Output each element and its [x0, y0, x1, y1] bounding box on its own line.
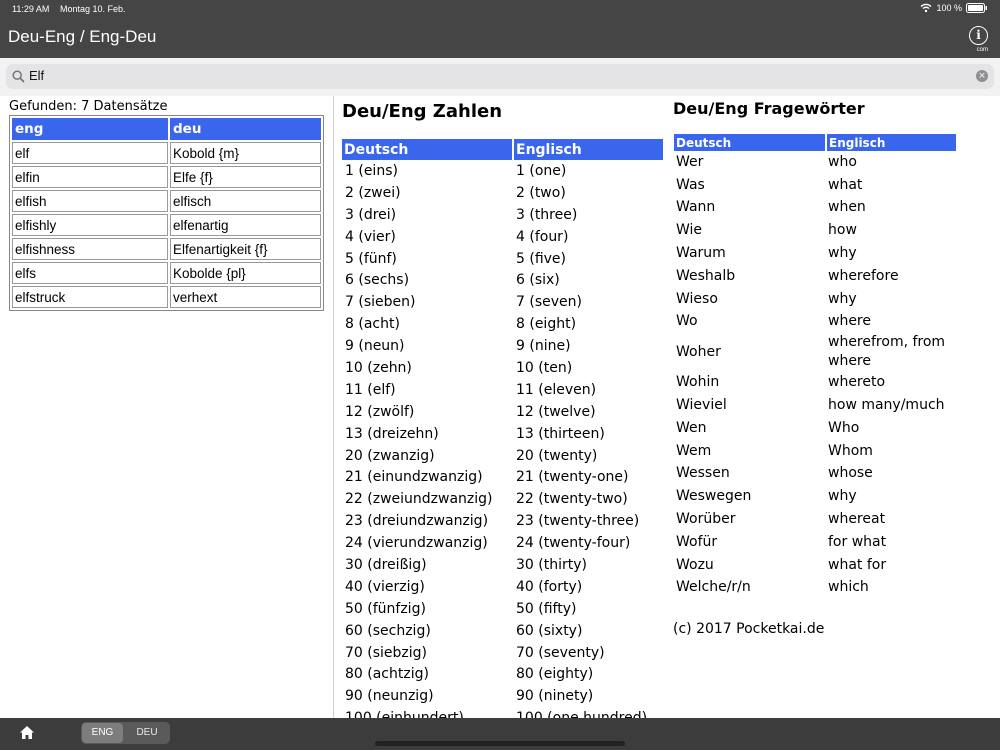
numbers-title: Deu/Eng Zahlen [342, 101, 503, 122]
clear-search-icon[interactable]: × [976, 70, 988, 82]
cell-englisch: 50 (fifty) [516, 600, 577, 617]
home-icon[interactable] [19, 725, 35, 740]
cell-deutsch: Wo [676, 313, 698, 330]
cell-deutsch: Wen [676, 419, 707, 436]
cell-deutsch: 10 (zehn) [345, 359, 412, 376]
table-row [674, 174, 957, 197]
questions-title: Deu/Eng Fragewörter [673, 99, 865, 118]
table-row [674, 333, 957, 371]
cell-englisch: 24 (twenty-four) [516, 535, 631, 552]
table-row [342, 357, 664, 379]
cell-englisch: wherefrom, from where [828, 334, 946, 370]
result-deu[interactable]: Elfe {f} [170, 166, 321, 188]
cell-deutsch: 12 (zwölf) [345, 403, 415, 420]
cell-deutsch: 7 (sieben) [345, 294, 416, 311]
search-input[interactable] [6, 64, 994, 89]
cell-englisch: whereat [828, 511, 886, 528]
search-bar [0, 58, 1000, 96]
table-row [674, 242, 957, 265]
results-pane [0, 96, 333, 718]
table-row [342, 401, 664, 423]
cell-englisch: where [828, 313, 871, 330]
cell-englisch: how many/much [828, 397, 945, 414]
cell-englisch: 8 (eight) [516, 316, 577, 333]
table-row [342, 598, 664, 620]
table-row[interactable] [12, 262, 321, 284]
cell-deutsch: Was [676, 176, 705, 193]
table-row [674, 288, 957, 311]
cell-englisch: 6 (six) [516, 272, 560, 289]
cell-deutsch: Weshalb [676, 267, 736, 284]
cell-deutsch: 20 (zwanzig) [345, 447, 435, 464]
cell-deutsch: 1 (eins) [345, 162, 398, 179]
cell-deutsch: Welche/r/n [676, 579, 751, 596]
cell-deutsch: 11 (elf) [345, 381, 396, 398]
cell-englisch: wherefore [828, 267, 899, 284]
cell-deutsch: 22 (zweiundzwanzig) [345, 491, 493, 508]
table-row[interactable] [12, 142, 321, 164]
table-row [342, 182, 664, 204]
cell-englisch: 7 (seven) [516, 294, 582, 311]
home-indicator [375, 741, 625, 746]
questions-body [674, 151, 957, 599]
battery-icon [966, 3, 988, 13]
results-header-deu[interactable]: deu [170, 118, 321, 140]
table-row [342, 685, 664, 707]
battery-percent: 100 % [936, 3, 962, 13]
table-row [674, 311, 957, 334]
table-row [342, 510, 664, 532]
cell-deutsch: 21 (einundzwanzig) [345, 469, 483, 486]
table-row [674, 485, 957, 508]
result-eng[interactable]: elfishly [12, 214, 168, 236]
table-row [342, 554, 664, 576]
cell-englisch: who [828, 153, 857, 170]
cell-englisch: 23 (twenty-three) [516, 513, 640, 530]
cell-englisch: why [828, 488, 857, 505]
table-row [342, 532, 664, 554]
table-row [674, 371, 957, 394]
cell-englisch: what [828, 176, 863, 193]
cell-deutsch: Wieso [676, 290, 718, 307]
cell-deutsch: 80 (achtzig) [345, 666, 429, 683]
table-row[interactable] [12, 166, 321, 188]
status-date: Montag 10. Feb. [60, 4, 126, 14]
table-row [342, 576, 664, 598]
language-segmented-control [81, 722, 170, 744]
results-header-eng[interactable]: eng [12, 118, 168, 140]
table-row [674, 151, 957, 174]
info-caption: com [976, 47, 988, 53]
result-eng[interactable]: elfs [12, 262, 168, 284]
table-row [342, 466, 664, 488]
cell-deutsch: Woher [676, 343, 721, 360]
cell-deutsch: 6 (sechs) [345, 272, 410, 289]
cell-deutsch: 9 (neun) [345, 338, 405, 355]
cell-englisch: whose [828, 465, 873, 482]
table-row [674, 197, 957, 220]
questions-header-deutsch: Deutsch [674, 134, 826, 151]
page-title: Deu-Eng / Eng-Deu [8, 27, 157, 46]
cell-deutsch: 2 (zwei) [345, 184, 401, 201]
cell-deutsch: 30 (dreißig) [345, 556, 427, 573]
cell-deutsch: 70 (siebzig) [345, 644, 427, 661]
table-row [674, 219, 957, 242]
cell-englisch: 13 (thirteen) [516, 425, 605, 442]
segment-deu[interactable]: DEU [136, 727, 158, 738]
wifi-icon [920, 3, 932, 13]
cell-deutsch: Wozu [676, 556, 714, 573]
cell-deutsch: 3 (drei) [345, 206, 397, 223]
cell-englisch: 1 (one) [516, 162, 567, 179]
table-row [342, 488, 664, 510]
cell-englisch: 12 (twelve) [516, 403, 596, 420]
cell-englisch: 70 (seventy) [516, 644, 605, 661]
cell-deutsch: Wessen [676, 465, 730, 482]
cell-englisch: 21 (twenty-one) [516, 469, 629, 486]
table-row[interactable] [12, 190, 321, 212]
result-deu[interactable]: verhext [170, 286, 321, 308]
cell-englisch: 4 (four) [516, 228, 569, 245]
cell-deutsch: Weswegen [676, 488, 752, 505]
cell-deutsch: Wie [676, 222, 703, 239]
table-row[interactable] [12, 214, 321, 236]
cell-englisch: why [828, 245, 857, 262]
nav-bar [0, 18, 1000, 58]
table-row [342, 226, 664, 248]
numbers-table [342, 139, 665, 729]
results-table [9, 115, 324, 311]
cell-englisch: which [828, 579, 869, 596]
table-row [342, 620, 664, 642]
cell-deutsch: 8 (acht) [345, 316, 400, 333]
info-icon[interactable]: i [969, 26, 988, 45]
result-deu[interactable]: elfenartig [170, 214, 321, 236]
table-row [342, 642, 664, 664]
questions-table [674, 134, 958, 599]
table-row [674, 417, 957, 440]
result-deu[interactable]: Elfenartigkeit {f} [170, 238, 321, 260]
cell-deutsch: Wohin [676, 374, 720, 391]
table-row [674, 463, 957, 486]
numbers-header-row [342, 139, 664, 160]
cell-deutsch: Wann [676, 199, 716, 216]
status-time: 11:29 AM [12, 4, 50, 14]
results-header-row [12, 118, 321, 140]
table-row[interactable] [12, 286, 321, 308]
table-row [674, 577, 957, 600]
table-row [342, 160, 664, 182]
cell-englisch: 9 (nine) [516, 338, 571, 355]
table-row [674, 531, 957, 554]
cell-englisch: whereto [828, 374, 886, 391]
numbers-body [342, 160, 664, 729]
result-deu[interactable]: Kobold {m} [170, 142, 321, 164]
table-row [342, 335, 664, 357]
cell-deutsch: 50 (fünfzig) [345, 600, 426, 617]
questions-header-englisch: Englisch [826, 134, 957, 151]
cell-englisch: 2 (two) [516, 184, 566, 201]
cell-deutsch: 40 (vierzig) [345, 578, 425, 595]
cell-deutsch: 90 (neunzig) [345, 688, 434, 705]
cell-englisch: 3 (three) [516, 206, 578, 223]
result-deu[interactable]: Kobolde {pl} [170, 262, 321, 284]
cell-englisch: for what [828, 533, 887, 550]
table-row [674, 265, 957, 288]
cell-englisch: 40 (forty) [516, 578, 583, 595]
cell-englisch: 22 (twenty-two) [516, 491, 628, 508]
cell-englisch: 11 (eleven) [516, 381, 597, 398]
segment-eng[interactable]: ENG [82, 723, 123, 743]
cell-englisch: when [828, 199, 866, 216]
cell-englisch: Whom [828, 442, 873, 459]
cell-deutsch: 5 (fünf) [345, 250, 397, 267]
cell-englisch: what for [828, 556, 887, 573]
cell-deutsch: 24 (vierundzwanzig) [345, 535, 488, 552]
cell-deutsch: Warum [676, 245, 726, 262]
table-row [674, 508, 957, 531]
results-count: Gefunden: 7 Datensätze [9, 99, 168, 114]
cell-deutsch: 23 (dreiundzwanzig) [345, 513, 489, 530]
table-row [342, 313, 664, 335]
table-row [342, 269, 664, 291]
table-row [674, 394, 957, 417]
table-row[interactable] [12, 238, 321, 260]
cell-englisch: 90 (ninety) [516, 688, 594, 705]
result-eng[interactable]: elfin [12, 166, 168, 188]
cell-englisch: Who [828, 419, 860, 436]
status-bar [0, 0, 1000, 18]
numbers-header-englisch: Englisch [513, 139, 664, 160]
table-row [342, 248, 664, 270]
cell-deutsch: Wer [676, 153, 704, 170]
table-row [342, 204, 664, 226]
cell-deutsch: Worüber [676, 511, 736, 528]
table-row [342, 663, 664, 685]
cell-englisch: 30 (thirty) [516, 556, 587, 573]
cell-englisch: 80 (eighty) [516, 666, 594, 683]
cell-deutsch: 4 (vier) [345, 228, 396, 245]
cell-englisch: 5 (five) [516, 250, 566, 267]
table-row [674, 440, 957, 463]
cell-englisch: 20 (twenty) [516, 447, 598, 464]
search-input-value[interactable]: Elf [29, 68, 45, 83]
cell-englisch: how [828, 222, 857, 239]
cell-deutsch: Wem [676, 442, 712, 459]
cell-deutsch: 60 (sechzig) [345, 622, 431, 639]
cell-englisch: why [828, 290, 857, 307]
cell-deutsch: Wieviel [676, 397, 727, 414]
cell-englisch: 10 (ten) [516, 359, 573, 376]
table-row [674, 554, 957, 577]
result-eng[interactable]: elfish [12, 190, 168, 212]
questions-header-row [674, 134, 957, 151]
status-right [920, 3, 988, 13]
result-eng[interactable]: elfstruck [12, 286, 168, 308]
cell-deutsch: Wofür [676, 533, 718, 550]
cell-englisch: 60 (sixty) [516, 622, 583, 639]
table-row [342, 291, 664, 313]
table-row [342, 445, 664, 467]
reference-pane[interactable] [334, 96, 1000, 718]
numbers-header-deutsch: Deutsch [342, 139, 513, 160]
copyright-text: (c) 2017 Pocketkai.de [673, 621, 825, 637]
cell-deutsch: 13 (dreizehn) [345, 425, 439, 442]
result-eng[interactable]: elf [12, 142, 168, 164]
table-row [342, 379, 664, 401]
result-eng[interactable]: elfishness [12, 238, 168, 260]
result-deu[interactable]: elfisch [170, 190, 321, 212]
table-row [342, 423, 664, 445]
search-icon [12, 70, 25, 83]
